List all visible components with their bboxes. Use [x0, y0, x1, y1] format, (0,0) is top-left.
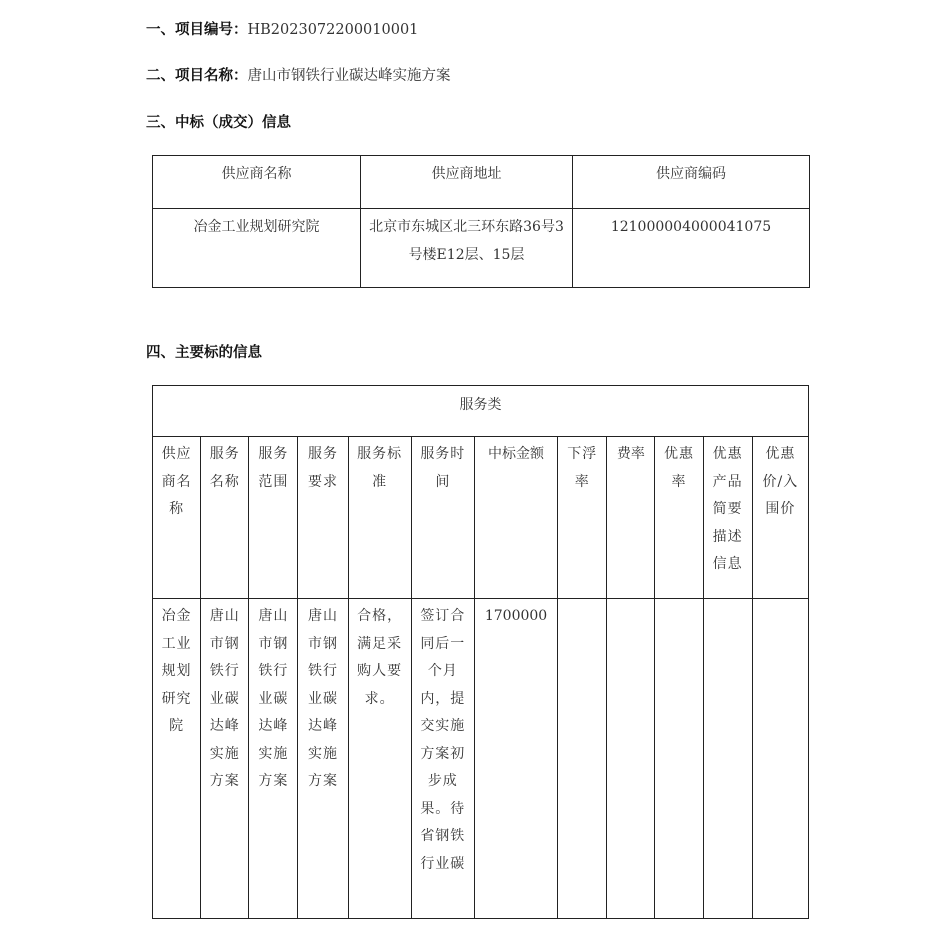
header-preferential-desc: 优惠产品简要描述信息 — [703, 437, 752, 599]
award-info-heading: 三、中标（成交）信息 — [146, 115, 291, 131]
service-name-cell: 唐山市钢铁行业碳达峰实施方案 — [201, 599, 249, 919]
service-time-cell: 签订合同后一个月内，提交实施方案初步成果。待省钢铁行业碳 — [411, 599, 474, 919]
project-number-label: 一、项目编号： — [146, 22, 248, 38]
discount-rate-cell — [558, 599, 607, 919]
project-number-line — [146, 20, 418, 40]
table-header-row — [153, 156, 810, 209]
header-service-requirement: 服务要求 — [298, 437, 348, 599]
header-service-time: 服务时间 — [411, 437, 474, 599]
table-header-row — [153, 437, 809, 599]
header-award-amount: 中标金额 — [474, 437, 557, 599]
header-discount-rate: 下浮率 — [558, 437, 607, 599]
award-info-table — [152, 155, 810, 288]
supplier-name-cell: 冶金工业规划研究院 — [153, 209, 361, 288]
supplier-code-cell: 121000004000041075 — [573, 209, 810, 288]
fee-rate-cell — [607, 599, 655, 919]
award-amount-cell: 1700000 — [474, 599, 557, 919]
main-subject-table — [152, 385, 809, 919]
header-supplier-name: 供应商名称 — [153, 156, 361, 209]
preferential-price-cell — [752, 599, 808, 919]
header-supplier-address: 供应商地址 — [361, 156, 573, 209]
supplier-address-cell: 北京市东城区北三环东路36号3号楼E12层、15层 — [361, 209, 573, 288]
preferential-desc-cell — [703, 599, 752, 919]
header-preferential-price: 优惠价/入围价 — [752, 437, 808, 599]
header-preferential-rate: 优惠率 — [655, 437, 703, 599]
main-subject-heading: 四、主要标的信息 — [146, 345, 262, 361]
category-row — [153, 386, 809, 437]
header-fee-rate: 费率 — [607, 437, 655, 599]
header-service-standard: 服务标准 — [348, 437, 411, 599]
table-row — [153, 209, 810, 288]
project-number-value: HB2023072200010001 — [247, 22, 419, 38]
project-name-label: 二、项目名称： — [146, 68, 248, 84]
preferential-rate-cell — [655, 599, 703, 919]
header-supplier-code: 供应商编码 — [573, 156, 810, 209]
supplier-cell: 冶金工业规划研究院 — [153, 599, 201, 919]
project-name-line — [146, 66, 451, 86]
service-standard-cell: 合格，满足采购人要求。 — [348, 599, 411, 919]
service-requirement-cell: 唐山市钢铁行业碳达峰实施方案 — [298, 599, 348, 919]
table-row — [153, 599, 809, 919]
header-supplier-name: 供应商名称 — [153, 437, 201, 599]
project-name-value: 唐山市钢铁行业碳达峰实施方案 — [247, 68, 451, 84]
header-service-name: 服务名称 — [201, 437, 249, 599]
service-scope-cell: 唐山市钢铁行业碳达峰实施方案 — [249, 599, 298, 919]
header-service-scope: 服务范围 — [249, 437, 298, 599]
category-cell: 服务类 — [153, 386, 809, 437]
